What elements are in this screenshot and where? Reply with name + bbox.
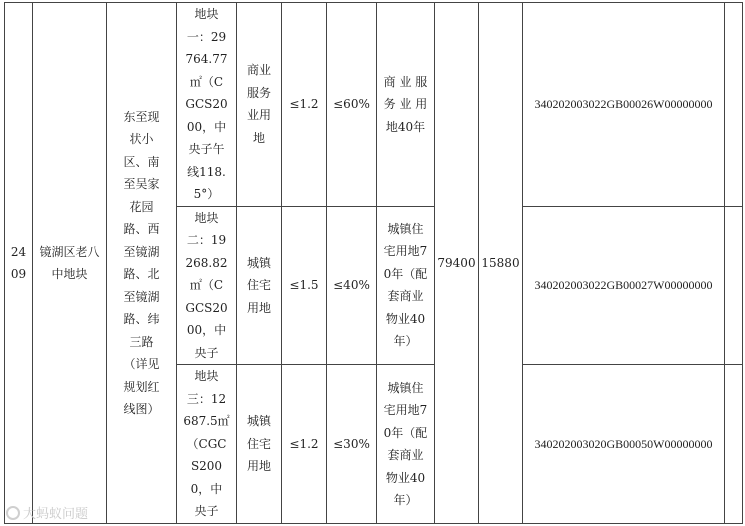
watermark <box>6 503 88 522</box>
total-build-area: 15880 <box>479 3 523 524</box>
parcel-2-building-density: ≤40% <box>327 206 377 365</box>
parcel-2-plot-ratio: ≤1.5 <box>282 206 327 365</box>
parcel-1-term: 商 业 服 务 业 用 地40年 <box>377 3 435 207</box>
empty-cell <box>725 365 743 524</box>
parcel-3-description: 地块 三：12 687.5㎡ （CGC S200 0，中 央子 <box>177 365 237 524</box>
total-area: 79400 <box>435 3 479 524</box>
parcel-2-land-use: 城镇 住宅 用地 <box>237 206 282 365</box>
parcel-3-plot-ratio: ≤1.2 <box>282 365 327 524</box>
parcel-2-term: 城镇住 宅用地7 0年（配 套商业 物业40 年） <box>377 206 435 365</box>
table-row <box>5 3 743 207</box>
land-parcel-table <box>4 2 743 524</box>
parcel-1-building-density: ≤60% <box>327 3 377 207</box>
empty-cell <box>725 3 743 207</box>
parcel-1-code: 340202003022GB00026W00000000 <box>523 3 725 207</box>
boundary-description: 东至现 状小 区、南 至吴家 花园 路、西 至镜湖 路、北 至镜湖 路、纬 三路 （详见 规划红 线图） <box>107 3 177 524</box>
parcel-3-term: 城镇住 宅用地7 0年（配 套商业 物业40 年） <box>377 365 435 524</box>
parcel-1-land-use: 商业 服务 业用 地 <box>237 3 282 207</box>
watermark-logo-icon <box>6 506 20 520</box>
watermark-text: 大蚂蚁问题 <box>23 507 89 522</box>
parcel-3-code: 340202003020GB00050W00000000 <box>523 365 725 524</box>
parcel-name: 镜湖区老八 中地块 <box>33 3 107 524</box>
parcel-2-description: 地块 二：19 268.82 ㎡（C GCS20 00，中 央子 <box>177 206 237 365</box>
parcel-1-description: 地块 一：29 764.77 ㎡（C GCS20 00，中 央子午 线118. 5°） <box>177 3 237 207</box>
parcel-3-building-density: ≤30% <box>327 365 377 524</box>
empty-cell <box>725 206 743 365</box>
parcel-3-land-use: 城镇 住宅 用地 <box>237 365 282 524</box>
row-number: 24 09 <box>5 3 33 524</box>
parcel-2-code: 340202003022GB00027W00000000 <box>523 206 725 365</box>
parcel-1-plot-ratio: ≤1.2 <box>282 3 327 207</box>
